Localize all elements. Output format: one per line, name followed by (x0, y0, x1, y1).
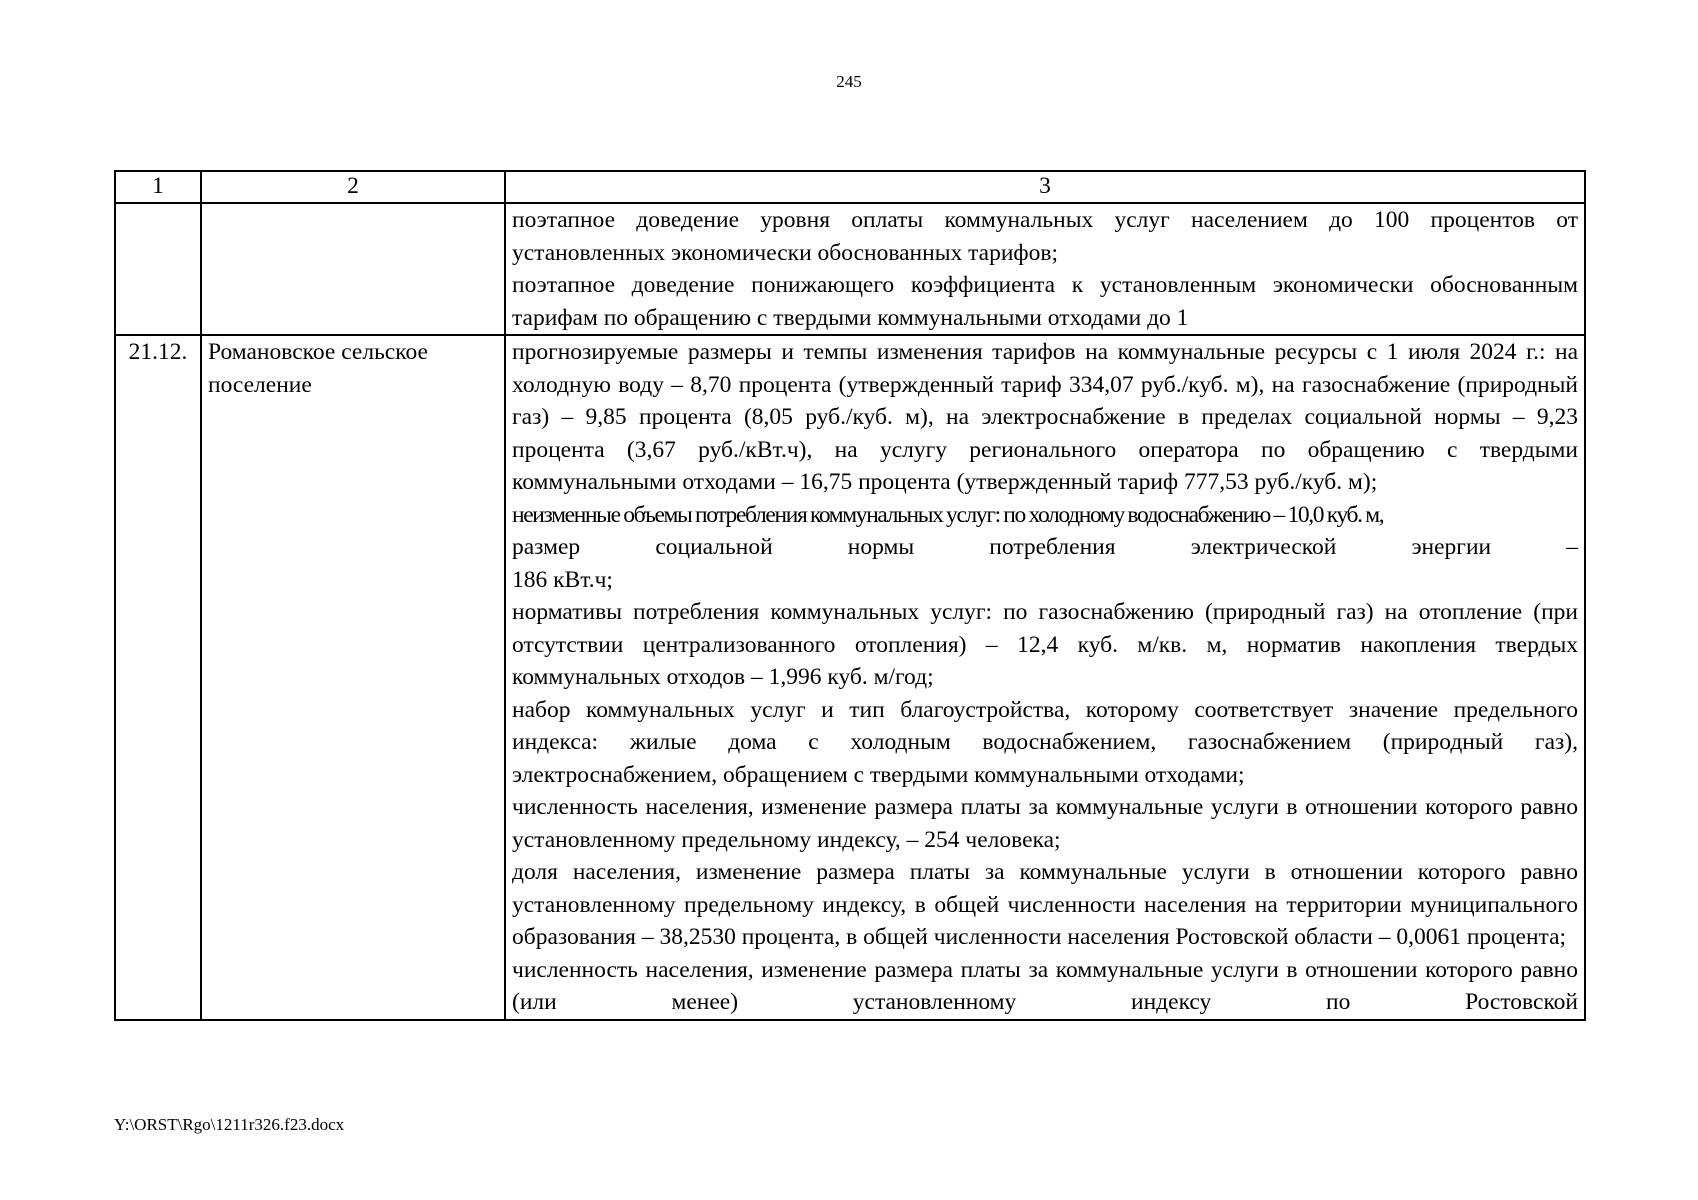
content-paragraph: нормативы потребления коммунальных услуг: по газоснабжению (природный газ) на отопление (при отсутствии централизованного отопления) – 12,4 куб. м/кв. м, норматив накопления твердых коммунальных отходов – 1,996 куб. м/год; (512, 599, 1578, 690)
content-paragraph: 186 кВт.ч; (512, 566, 613, 593)
content-paragraph: размер социальной нормы потребления электрической энергии – (512, 534, 1578, 560)
table-header-row (115, 171, 1585, 203)
content-paragraph: прогнозируемые размеры и темпы изменения тарифов на коммунальные ресурсы с 1 июля 2024 г.: на холодную воду – 8,70 процента (утвержденный тариф 334,07 руб./куб. м), на газоснабжение (природный газ) – 9,85 процента (8,05 руб./куб. м), на электроснабжение в пределах социальной нормы – 9,23 процента (3,67 руб./кВт.ч), на услугу регионального оператора по обращению с твердыми коммунальными отходами – 16,75 процента (утвержденный тариф 777,53 руб./куб. м); (512, 339, 1578, 495)
content-paragraph: доля населения, изменение размера платы за коммунальные услуги в отношении которого равно установленному предельному индексу, в общей численности населения на территории муниципального образования – 38,2530 процента, в общей численности населения Ростовской области – 0,0061 процента; (512, 859, 1578, 950)
row-number-cell: 21.12. (115, 335, 201, 1020)
table-row (115, 335, 1585, 1020)
column-header-2: 2 (201, 171, 505, 203)
column-header-3: 3 (505, 171, 1585, 203)
column-header-1: 1 (115, 171, 201, 203)
settlement-name-cell: Романовское сельское поселение (201, 335, 505, 1020)
content-paragraph: численность населения, изменение размера платы за коммунальные услуги в отношении которого равно (или менее) установленному индексу по Ростовской (512, 956, 1578, 1015)
row-name-cell-empty (201, 203, 505, 335)
page-number: 245 (836, 72, 862, 91)
content-paragraph: неизменные объемы потребления коммунальных услуг: по холодному водоснабжению – 10,0 куб. м, (512, 501, 1384, 528)
content-paragraph: поэтапное доведение уровня оплаты коммунальных услуг населением до 100 процентов от установленных экономически обоснованных тарифов; (512, 207, 1578, 266)
row-content-cell (505, 203, 1585, 335)
content-paragraph: численность населения, изменение размера платы за коммунальные услуги в отношении которого равно установленному предельному индексу, – 254 человека; (512, 794, 1578, 853)
content-paragraph: поэтапное доведение понижающего коэффициента к установленным экономически обоснованным тарифам по обращению с твердыми коммунальными отходами до 1 (512, 272, 1578, 331)
footer-file-path: Y:\ORST\Rgo\1211r326.f23.docx (114, 1115, 345, 1134)
table-row-continuation (115, 203, 1585, 335)
content-paragraph: набор коммунальных услуг и тип благоустройства, которому соответствует значение предельного индекса: жилые дома с холодным водоснабжением, газоснабжением (природный газ), электроснабжением, обращением с твердыми коммунальными отходами; (512, 696, 1578, 788)
row-number-cell-empty (115, 203, 201, 335)
tariff-table (114, 170, 1586, 1021)
row-content-cell (505, 335, 1585, 1020)
